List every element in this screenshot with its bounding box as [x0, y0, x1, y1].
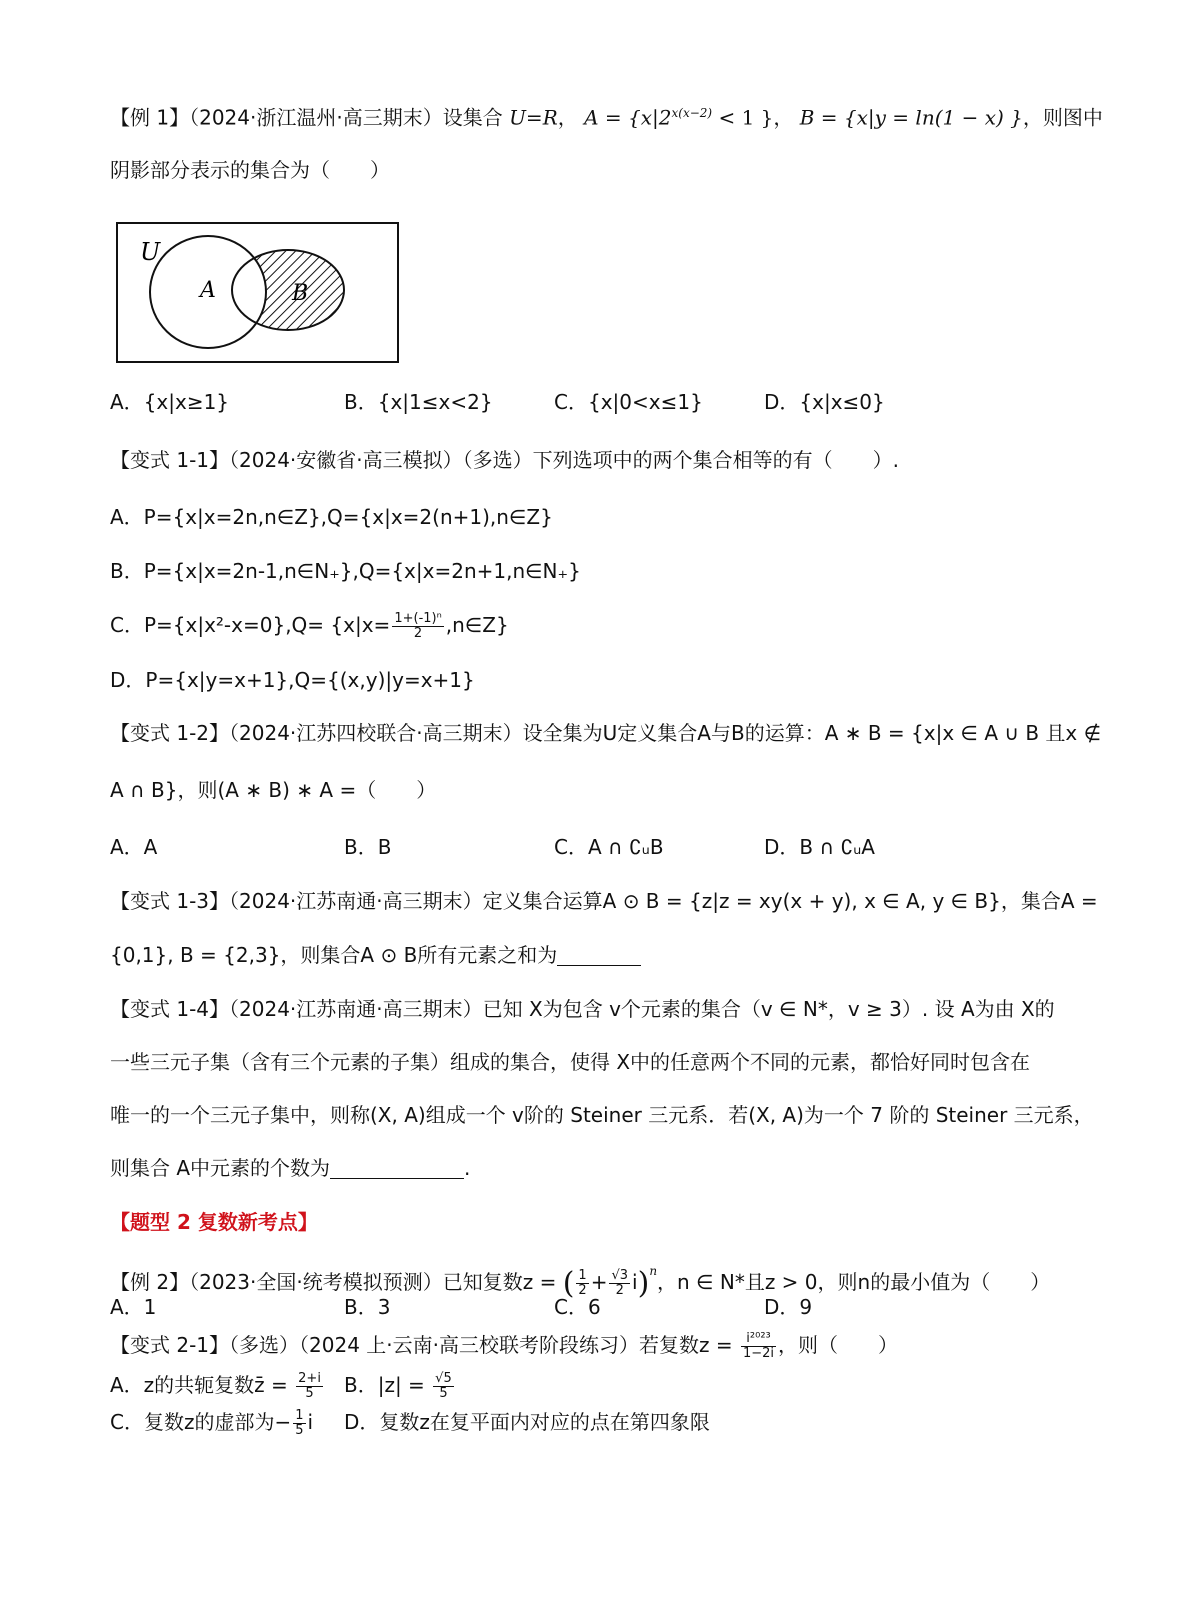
venn-label-u: U — [140, 238, 161, 266]
v21-fraction — [741, 1332, 776, 1361]
v21-tag: 【变式 2-1】 — [110, 1333, 230, 1357]
v21-option-c-den: 5 — [295, 1423, 304, 1438]
ex1-option-d[interactable]: D．{x|x≤0} — [764, 390, 885, 414]
v21-option-d[interactable]: D．复数z在复平面内对应的点在第四象限 — [344, 1410, 710, 1434]
v12-stem-line1 — [110, 718, 1100, 748]
v21-option-b-text: B．|z| = — [344, 1373, 425, 1397]
v14-end: . — [464, 1156, 471, 1180]
v12-option-d[interactable]: D．B ∩ ∁ᵤA — [764, 835, 875, 859]
v21-option-b[interactable] — [344, 1370, 456, 1401]
v11-option-b[interactable]: B．P={x|x=2n-1,n∈N₊},Q={x|x=2n+1,n∈N₊} — [110, 559, 581, 583]
v21-option-c-fraction — [293, 1409, 305, 1438]
v12-option-c[interactable]: C．A ∩ ∁ᵤB — [554, 835, 664, 859]
v21-stem-b: ，则（ ） — [778, 1333, 899, 1357]
ex2-tag: 【例 2】 — [110, 1270, 190, 1294]
v12-stem-line2: A ∩ B}，则(A ∗ B) ∗ A =（ ） — [110, 778, 437, 802]
ex2-right-paren: ) — [637, 1266, 650, 1301]
v21-option-a-text: A．z的共轭复数z̄ = — [110, 1373, 288, 1397]
ex2-option-c[interactable]: C．6 — [554, 1295, 601, 1319]
ex1-set-a: A = {x|2 — [584, 105, 672, 130]
venn-label-b: B — [292, 281, 309, 306]
v21-stem-a: 若复数z = — [639, 1333, 733, 1357]
v21-stem — [110, 1330, 1100, 1361]
v12-source: （2024·江苏四校联合·高三期末） — [229, 721, 523, 745]
v21-source: （多选）（2024 上·云南·高三校联考阶段练习） — [229, 1333, 640, 1357]
ex1-tag: 【例 1】 — [110, 105, 190, 130]
v13-answer-blank[interactable] — [557, 941, 641, 966]
ex2-fraction-2-den: 2 — [615, 1283, 624, 1298]
v21-option-a[interactable] — [110, 1370, 325, 1401]
ex2-stem-a: 已知复数z = — [442, 1270, 557, 1294]
v11-option-c-p: C．P={x|x²-x=0},Q= — [110, 613, 325, 637]
v14-source: （2024·江苏南通·高三期末） — [229, 997, 483, 1021]
v13-source: （2024·江苏南通·高三期末） — [229, 889, 483, 913]
v12-option-a[interactable]: A．A — [110, 835, 158, 859]
v21-option-b-den: 5 — [439, 1386, 448, 1401]
v21-option-c-unit: i — [307, 1410, 314, 1434]
ex1-stem-line2: 阴影部分表示的集合为（ ） — [110, 158, 390, 182]
ex2-power: n — [649, 1264, 658, 1278]
section2-title: 【题型 2 复数新考点】 — [110, 1210, 318, 1234]
v11-stem — [110, 445, 1100, 475]
v13-stem-line1 — [110, 886, 1100, 916]
v11-source: （2024·安徽省·高三模拟）（多选） — [229, 448, 533, 472]
ex2-source: （2023·全国·统考模拟预测） — [189, 1270, 443, 1294]
v11-option-c-fraction — [392, 612, 443, 641]
ex2-fraction-1-den: 2 — [578, 1283, 587, 1298]
v14-line4 — [110, 1153, 1100, 1183]
ex1-option-c[interactable]: C．{x|0<x≤1} — [554, 390, 703, 414]
ex1-source: （2024·浙江温州·高三期末） — [189, 105, 443, 130]
ex2-left-paren: ( — [562, 1266, 575, 1301]
ex2-option-d[interactable]: D．9 — [764, 1295, 813, 1319]
v14-line2: 一些三元子集（含有三个元素的子集）组成的集合，使得 X中的任意两个不同的元素，都恰好同时包含在 — [110, 1050, 1031, 1074]
ex2-stem-b: ，n ∈ N*且z > 0，则n的最小值为（ ） — [657, 1270, 1051, 1294]
ex1-stem-b: ，则图中 — [1022, 105, 1103, 130]
venn-diagram — [116, 222, 400, 364]
v14-line4-text: 则集合 A中元素的个数为 — [110, 1156, 331, 1180]
ex2-option-b[interactable]: B．3 — [344, 1295, 391, 1319]
ex1-stem-a: 设集合 — [442, 105, 503, 130]
v21-option-a-den: 5 — [305, 1386, 314, 1401]
v12-tag: 【变式 1-2】 — [110, 721, 230, 745]
v11-option-c-q: {x|x= — [330, 613, 391, 637]
v11-option-a[interactable]: A．P={x|x=2n,n∈Z},Q={x|x=2(n+1),n∈Z} — [110, 505, 553, 529]
v13-tag: 【变式 1-3】 — [110, 889, 230, 913]
v21-option-c-num: 1 — [295, 1408, 304, 1423]
ex2-fraction-2-num: √3 — [611, 1268, 629, 1283]
ex1-stem-line1: 【例 1】（2024·浙江温州·高三期末）设集合 U=R， $A = \{x|2^{x(x-2)} < 1$ }， B = {x|y = ln(1 − x) }，则图中 — [110, 105, 1103, 130]
v13-stem-b: {0,1}, B = {2,3}，则集合A ⊙ B所有元素之和为 — [110, 943, 558, 967]
ex1-universal-set: U=R — [509, 105, 558, 130]
v14-line1-text: 已知 X为包含 v个元素的集合（v ∈ N*，v ≥ 3）. 设 A为由 X的 — [482, 997, 1055, 1021]
v12-stem-a: 设全集为U定义集合A与B的运算：A ∗ B = {x|x ∈ A ∪ B 且x ∉ — [522, 721, 1102, 745]
ex2-fraction-1-num: 1 — [578, 1268, 587, 1283]
v11-question: 下列选项中的两个集合相等的有（ ）. — [532, 448, 900, 472]
ex2-imag-unit: i — [632, 1270, 638, 1294]
v21-fraction-den: 1−2i — [743, 1346, 775, 1361]
v14-line3: 唯一的一个三元子集中，则称(X, A)组成一个 v阶的 Steiner 三元系．若(X, A)为一个 7 阶的 Steiner 三元系， — [110, 1103, 1094, 1127]
v13-stem-a: 定义集合运算A ⊙ B = {z|z = xy(x + y), x ∈ A, y ∈ B}，集合A = — [482, 889, 1098, 913]
ex1-set-b: B = {x|y = ln(1 − x) } — [799, 105, 1023, 130]
v21-option-b-fraction — [433, 1372, 454, 1401]
v11-option-c-numerator: 1+(-1)ⁿ — [394, 611, 442, 626]
ex1-set-a-tail: < 1 } — [718, 105, 774, 130]
ex2-fraction-2 — [609, 1269, 630, 1298]
v21-fraction-num: i²⁰²³ — [741, 1332, 776, 1347]
ex1-option-b[interactable]: B．{x|1≤x<2} — [344, 390, 493, 414]
v21-option-c[interactable] — [110, 1407, 313, 1438]
v11-option-d[interactable]: D．P={x|y=x+1},Q={(x,y)|y=x+1} — [110, 668, 475, 692]
v21-option-b-num: √5 — [435, 1371, 452, 1386]
v14-tag: 【变式 1-4】 — [110, 997, 230, 1021]
v14-answer-blank[interactable] — [330, 1154, 464, 1179]
ex2-stem: 【例 2】（2023·全国·统考模拟预测）已知复数z = ( $\frac{1}{2}$ + $\frac{√3}{2}$ i)$^n$，n ∈ N*且z > 0，则n的最小值为（ ） — [110, 1264, 1051, 1301]
ex2-option-a[interactable]: A．1 — [110, 1295, 157, 1319]
v21-option-c-text: C．复数z的虚部为− — [110, 1410, 292, 1434]
v11-tag: 【变式 1-1】 — [110, 448, 230, 472]
v12-option-b[interactable]: B．B — [344, 835, 392, 859]
ex1-option-a[interactable]: A．{x|x≥1} — [110, 390, 230, 414]
v21-option-a-num: 2+i — [298, 1371, 321, 1386]
v13-stem-line2 — [110, 940, 1100, 970]
v14-line1 — [110, 994, 1100, 1024]
v21-option-a-fraction — [296, 1372, 323, 1401]
v11-option-c-denominator: 2 — [413, 626, 423, 641]
venn-label-a: A — [200, 278, 216, 303]
v11-option-c-tail: ,n∈Z} — [445, 613, 509, 637]
v11-option-c[interactable] — [110, 610, 1100, 641]
ex1-set-a-exponent: x(x−2) — [671, 106, 713, 120]
